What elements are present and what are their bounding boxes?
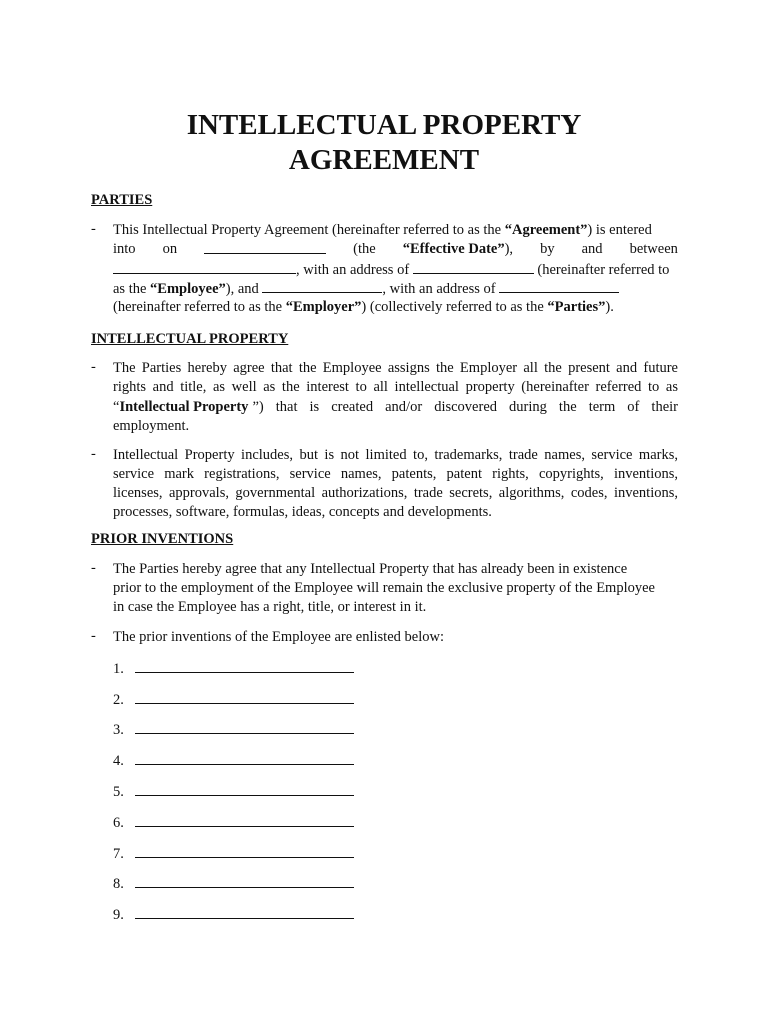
text: (hereinafter referred to <box>533 262 670 278</box>
bullet-dash: - <box>91 628 96 644</box>
employer-term: “Employer” <box>285 299 362 315</box>
ip-p2-line-2: service mark registrations, service names, patents, patent rights, copyrights, inventions, <box>113 466 678 482</box>
bullet-dash: - <box>91 221 96 237</box>
invention-blank[interactable] <box>135 781 354 796</box>
employee-address-blank[interactable] <box>413 260 534 274</box>
invention-number: 9. <box>113 907 124 923</box>
invention-number: 1. <box>113 661 124 677</box>
parties-paragraph <box>91 221 678 321</box>
invention-blank[interactable] <box>135 658 354 673</box>
ip-p2-line-3: licenses, approvals, governmental authorizations, trade secrets, algorithms, codes, inventions, <box>113 485 678 501</box>
ip-p2-line-1: Intellectual Property includes, but is not limited to, trademarks, trade names, service marks, <box>113 447 678 463</box>
text: and <box>581 241 603 257</box>
prior-paragraph-1 <box>91 560 678 620</box>
text: between <box>629 241 678 257</box>
prior-p1-line-3: in case the Employee has a right, title, or interest in it. <box>113 599 427 615</box>
invention-number: 3. <box>113 722 124 738</box>
text: on <box>162 241 178 257</box>
ip-p1-line-4: employment. <box>113 418 190 434</box>
text: by <box>540 241 555 257</box>
invention-number: 7. <box>113 846 124 862</box>
ip-p1-line-1: The Parties hereby agree that the Employee assigns the Employer all the present and future <box>113 360 678 376</box>
parties-term: “Parties” <box>547 299 606 315</box>
prior-p1-line-2: prior to the employment of the Employee will remain the exclusive property of the Employee <box>113 580 655 596</box>
text: ), and <box>225 281 263 297</box>
prior-paragraph-2 <box>91 628 678 648</box>
ip-p2-line-4: processes, software, formulas, ideas, concepts and developments. <box>113 504 492 520</box>
invention-number: 4. <box>113 753 124 769</box>
invention-item <box>113 873 354 893</box>
text: , with an address of <box>296 262 413 278</box>
ip-paragraph-2 <box>91 446 678 526</box>
text: as the <box>113 281 151 297</box>
prior-p1-line-1: The Parties hereby agree that any Intellectual Property that has already been in existence <box>113 561 628 577</box>
invention-number: 2. <box>113 692 124 708</box>
text: “ <box>113 399 120 415</box>
employer-name-blank[interactable] <box>262 279 382 293</box>
invention-item <box>113 781 354 801</box>
invention-item <box>113 812 354 832</box>
employee-term: “Employee” <box>150 281 226 297</box>
invention-blank[interactable] <box>135 689 354 704</box>
invention-item <box>113 719 354 739</box>
section-heading-parties: PARTIES <box>91 192 153 208</box>
invention-item <box>113 843 354 863</box>
invention-blank[interactable] <box>135 873 354 888</box>
bullet-dash: - <box>91 560 96 576</box>
prior-p2-line-1: The prior inventions of the Employee are enlisted below: <box>113 629 444 645</box>
parties-line-5 <box>113 298 678 317</box>
text: ”) that is created and/or discovered during the term of their <box>252 399 678 415</box>
invention-number: 8. <box>113 876 124 892</box>
text: into <box>113 241 136 257</box>
text: ). <box>605 299 614 315</box>
section-heading-intellectual-property: INTELLECTUAL PROPERTY <box>91 331 289 347</box>
invention-number: 6. <box>113 815 124 831</box>
invention-item <box>113 658 354 678</box>
invention-number: 5. <box>113 784 124 800</box>
invention-blank[interactable] <box>135 812 354 827</box>
title-line-1: INTELLECTUAL PROPERTY <box>186 109 582 141</box>
ip-p1-line-2: rights and title, as well as the interest to all intellectual property (hereinafter referred to as <box>113 379 678 395</box>
invention-blank[interactable] <box>135 719 354 734</box>
parties-line-4 <box>113 279 678 298</box>
text: This Intellectual Property Agreement (hereinafter referred to as the <box>113 222 505 238</box>
bullet-dash: - <box>91 446 96 462</box>
bullet-dash: - <box>91 359 96 375</box>
text: ) (collectively referred to as the <box>361 299 548 315</box>
parties-line-3 <box>113 260 678 279</box>
agreement-term: “Agreement” <box>504 222 588 238</box>
invention-item <box>113 750 354 770</box>
parties-line-1 <box>113 221 678 240</box>
effective-date-term: “Effective Date” <box>402 241 505 257</box>
document-title <box>0 108 768 178</box>
ip-paragraph-1 <box>91 359 678 439</box>
section-heading-prior-inventions: PRIOR INVENTIONS <box>91 531 234 547</box>
text: ), <box>504 241 514 257</box>
parties-line-2 <box>113 240 678 259</box>
invention-blank[interactable] <box>135 904 354 919</box>
text: , with an address of <box>382 281 500 297</box>
invention-blank[interactable] <box>135 843 354 858</box>
text: (the <box>353 241 376 257</box>
intellectual-property-term: Intellectual Property <box>119 399 249 415</box>
text: (hereinafter referred to as the <box>113 299 286 315</box>
invention-item <box>113 904 354 924</box>
employee-name-blank[interactable] <box>113 260 296 274</box>
ip-p1-line-3 <box>113 398 678 417</box>
invention-item <box>113 689 354 709</box>
title-line-2: AGREEMENT <box>288 144 480 176</box>
effective-date-blank[interactable] <box>204 240 326 254</box>
text: ) is entered <box>587 222 652 238</box>
invention-blank[interactable] <box>135 750 354 765</box>
employer-address-blank[interactable] <box>499 279 619 293</box>
